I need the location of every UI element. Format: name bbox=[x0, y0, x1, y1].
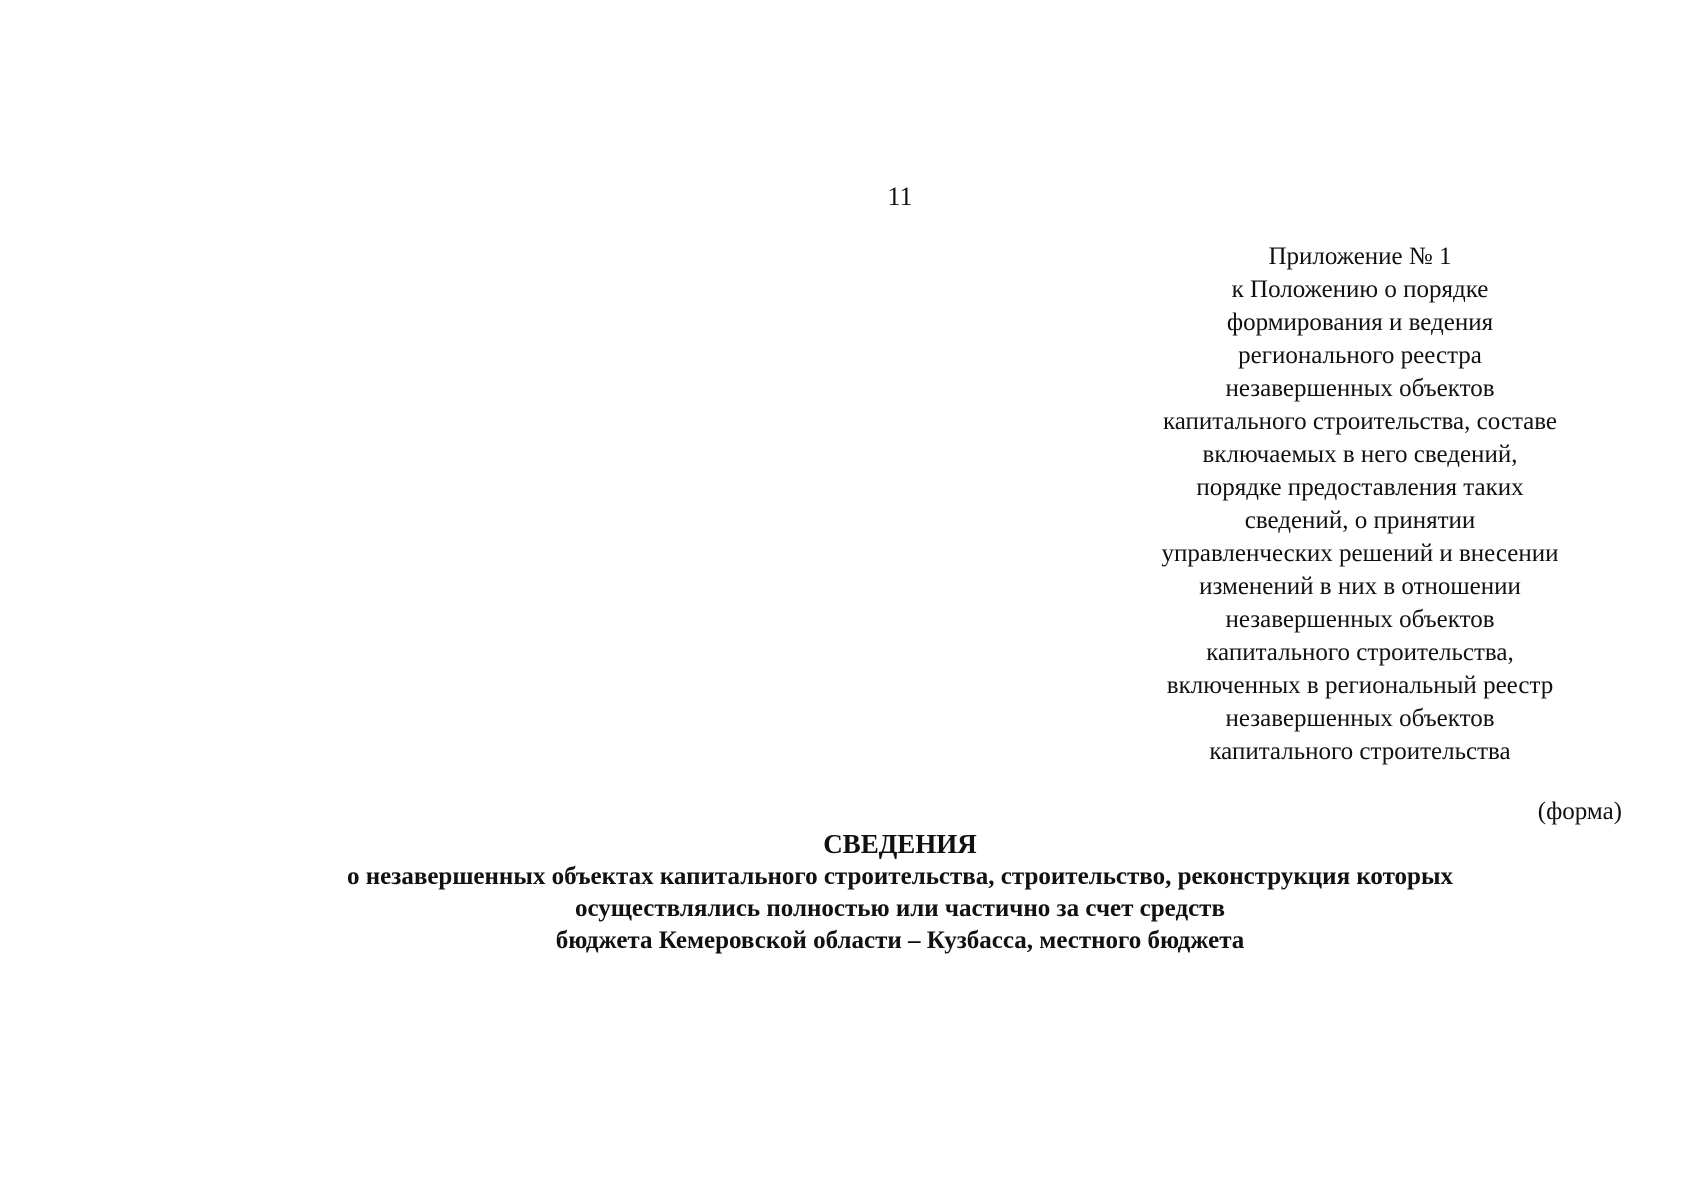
appendix-line: сведений, о принятии bbox=[1244, 507, 1476, 534]
appendix-block bbox=[1140, 240, 1580, 768]
appendix-line: изменений в них в отношении bbox=[1199, 573, 1521, 600]
appendix-line: незавершенных объектов bbox=[1225, 606, 1495, 633]
appendix-line: формирования и ведения bbox=[1226, 309, 1494, 336]
appendix-line: незавершенных объектов bbox=[1225, 705, 1495, 732]
document-subtitle-line: бюджета Кемеровской области – Кузбасса, местного бюджета bbox=[555, 927, 1245, 954]
document-heading bbox=[160, 827, 1640, 957]
appendix-line: к Положению о порядке bbox=[1231, 276, 1489, 303]
form-label: (форма) bbox=[1537, 798, 1622, 825]
page-number: 11 bbox=[887, 182, 913, 211]
appendix-line: регионального реестра bbox=[1238, 342, 1482, 369]
appendix-line: Приложение № 1 bbox=[1268, 243, 1452, 270]
appendix-line: включенных в региональный реестр bbox=[1166, 672, 1554, 699]
appendix-line: капитального строительства bbox=[1209, 738, 1511, 765]
appendix-line: включаемых в него сведений, bbox=[1202, 441, 1518, 468]
document-title: СВЕДЕНИЯ bbox=[823, 829, 977, 859]
appendix-line: порядке предоставления таких bbox=[1196, 474, 1524, 501]
appendix-line: капитального строительства, bbox=[1206, 639, 1514, 666]
document-subtitle-line: осуществлялись полностью или частично за счет средств bbox=[575, 895, 1225, 922]
appendix-line: управленческих решений и внесении bbox=[1161, 540, 1559, 567]
document-subtitle-line: о незавершенных объектах капитального строительства, строительство, реконструкция которых bbox=[347, 863, 1453, 890]
appendix-line: капитального строительства, составе bbox=[1162, 408, 1558, 435]
appendix-line: незавершенных объектов bbox=[1225, 375, 1495, 402]
